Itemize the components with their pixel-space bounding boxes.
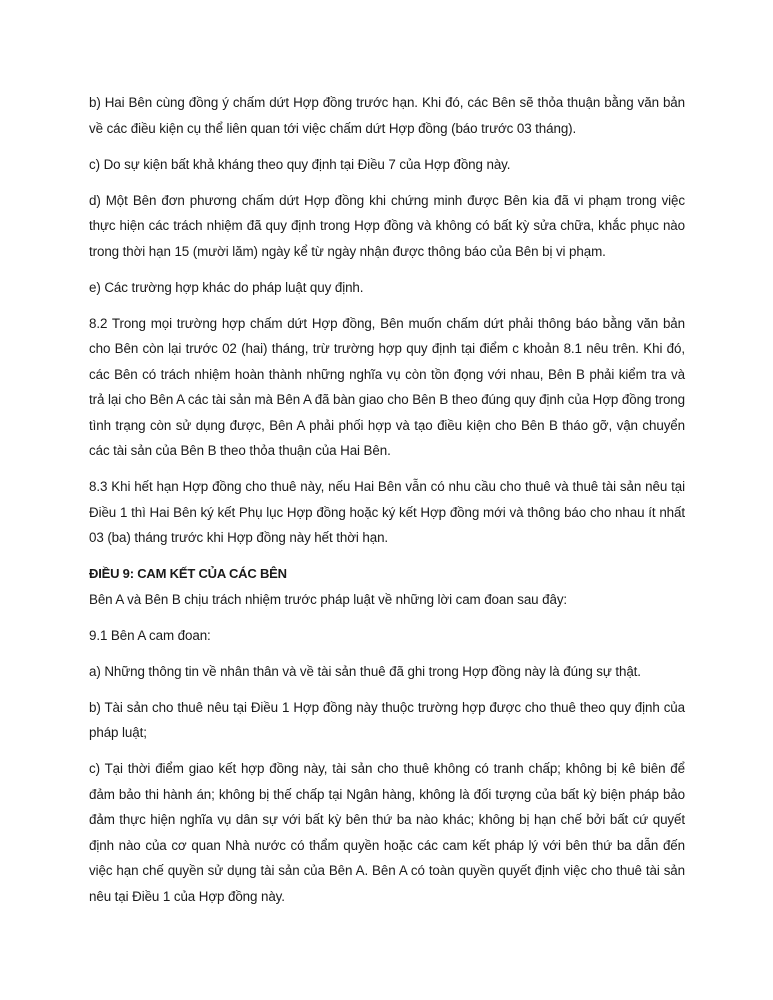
commitment-c: c) Tại thời điểm giao kết hợp đồng này, tài sản cho thuê không có tranh chấp; không bị kê biên để đảm bảo thi hành án; không bị thế chấp tại Ngân hàng, không là đối tượng của bất kỳ biện pháp bảo đảm thực hiện nghĩa vụ dân sự với bất kỳ bên thứ ba nào khác; không bị hạn chế bởi bất cứ quyết định nào của cơ quan Nhà nước có thẩm quyền hoặc các cam kết pháp lý với bên thứ ba dẫn đến việc hạn chế quyền sử dụng tài sản của Bên A. Bên A có toàn quyền quyết định việc cho thuê tài sản nêu tại Điều 1 của Hợp đồng này. <box>89 761 685 904</box>
clause-8-2: 8.2 Trong mọi trường hợp chấm dứt Hợp đồng, Bên muốn chấm dứt phải thông báo bằng văn bản cho Bên còn lại trước 02 (hai) tháng, trừ trường hợp quy định tại điểm c khoản 8.1 nêu trên. Khi đó, các Bên có trách nhiệm hoàn thành những nghĩa vụ còn tồn đọng với nhau, Bên B phải kiểm tra và trả lại cho Bên A các tài sản mà Bên A đã bàn giao cho Bên B theo đúng quy định của Hợp đồng trong tình trạng còn sử dụng được, Bên A phải phối hợp và tạo điều kiện cho Bên B tháo gỡ, vận chuyển các tài sản của Bên B theo thỏa thuận của Hai Bên. <box>89 315 685 458</box>
clause-8-1-c: c) Do sự kiện bất khả kháng theo quy định tại Điều 7 của Hợp đồng này. <box>89 156 511 172</box>
clause-8-1-e: e) Các trường hợp khác do pháp luật quy định. <box>89 279 364 295</box>
clause-8-1-d: d) Một Bên đơn phương chấm dứt Hợp đồng khi chứng minh được Bên kia đã vi phạm trong việc thực hiện các trách nhiệm đã quy định trong Hợp đồng và không có bất kỳ sửa chữa, khắc phục nào trong thời hạn 15 (mười lăm) ngày kể từ ngày nhận được thông báo của Bên bị vi phạm. <box>89 192 685 259</box>
clause-8-1-b: b) Hai Bên cùng đồng ý chấm dứt Hợp đồng trước hạn. Khi đó, các Bên sẽ thỏa thuận bằng văn bản về các điều kiện cụ thể liên quan tới việc chấm dứt Hợp đồng (báo trước 03 tháng). <box>89 95 685 136</box>
clause-8-3: 8.3 Khi hết hạn Hợp đồng cho thuê này, nếu Hai Bên vẫn có nhu cầu cho thuê và thuê tài sản nêu tại Điều 1 thì Hai Bên ký kết Phụ lục Hợp đồng hoặc ký kết Hợp đồng mới và thông báo cho nhau ít nhất 03 (ba) tháng trước khi Hợp đồng này hết thời hạn. <box>89 479 685 545</box>
section-9-1-title: 9.1 Bên A cam đoan: <box>89 627 211 643</box>
commitment-a: a) Những thông tin về nhân thân và về tài sản thuê đã ghi trong Hợp đồng này là đúng sự thật. <box>89 663 641 679</box>
article-9-heading: ĐIỀU 9: CAM KẾT CỦA CÁC BÊN <box>89 566 287 581</box>
commitment-b: b) Tài sản cho thuê nêu tại Điều 1 Hợp đồng này thuộc trường hợp được cho thuê theo quy định của pháp luật; <box>89 699 685 740</box>
article-9-intro: Bên A và Bên B chịu trách nhiệm trước pháp luật về những lời cam đoan sau đây: <box>89 591 568 607</box>
document-page <box>89 90 685 920</box>
